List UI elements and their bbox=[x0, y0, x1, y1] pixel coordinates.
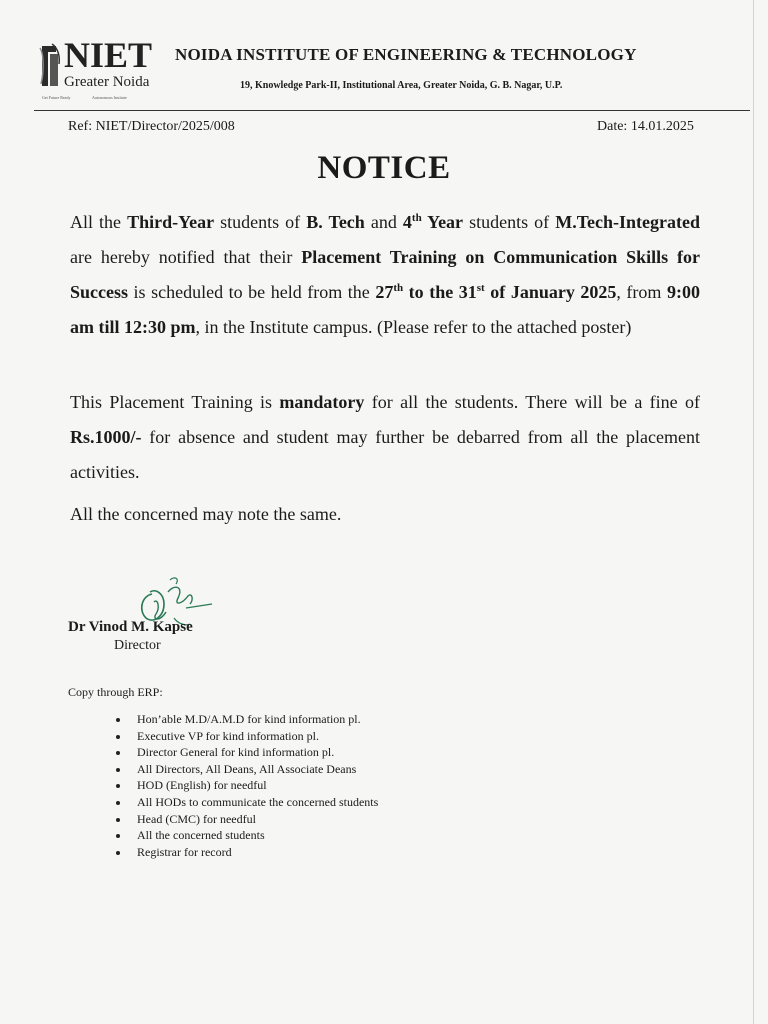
notice-paragraph-2: This Placement Training is mandatory for all the students. There will be a fine of Rs.1000/- for absence and student may further be debarred from all the placement activities. bbox=[70, 392, 700, 482]
distribution-list bbox=[112, 711, 378, 860]
logo-tagline: Autonomous Institute bbox=[92, 95, 127, 100]
list-item: Registrar for record bbox=[112, 844, 378, 861]
notice-title: NOTICE bbox=[317, 150, 451, 186]
notice-paragraph-1: All the Third-Year students of B. Tech and 4th Year students of M.Tech-Integrated are hereby notified that their Placement Training on Communication Skills for Success is scheduled to be held from the 27th to the 31st of January 2025, from 9:00 am till 12:30 pm, in the Institute campus. (Please refer to the attached poster) bbox=[70, 212, 701, 337]
institute-name: NOIDA INSTITUTE OF ENGINEERING & TECHNOLOGY bbox=[175, 45, 637, 64]
logo-wordmark: NIET bbox=[64, 35, 153, 75]
list-item: Head (CMC) for needful bbox=[112, 811, 378, 828]
notice-paragraph-3: All the concerned may note the same. bbox=[70, 504, 342, 524]
list-item: All the concerned students bbox=[112, 827, 378, 844]
logo-motto: Get Future Ready bbox=[42, 95, 71, 100]
header-divider bbox=[34, 110, 750, 111]
signatory-designation: Director bbox=[114, 638, 161, 653]
list-item: Executive VP for kind information pl. bbox=[112, 728, 378, 745]
list-item: All HODs to communicate the concerned students bbox=[112, 794, 378, 811]
notice-date: Date: 14.01.2025 bbox=[597, 119, 694, 134]
niet-logo bbox=[38, 35, 168, 106]
list-item: Hon’able M.D/A.M.D for kind information pl. bbox=[112, 711, 378, 728]
list-item: All Directors, All Deans, All Associate Deans bbox=[112, 761, 378, 778]
reference-number: Ref: NIET/Director/2025/008 bbox=[68, 119, 235, 134]
logo-city: Greater Noida bbox=[64, 74, 150, 90]
institute-address: 19, Knowledge Park-II, Institutional Area, Greater Noida, G. B. Nagar, U.P. bbox=[240, 80, 563, 91]
copy-through-label: Copy through ERP: bbox=[68, 685, 163, 699]
logo-emblem-icon bbox=[38, 42, 62, 88]
signatory-name: Dr Vinod M. Kapse bbox=[68, 619, 193, 635]
list-item: HOD (English) for needful bbox=[112, 777, 378, 794]
list-item: Director General for kind information pl. bbox=[112, 744, 378, 761]
